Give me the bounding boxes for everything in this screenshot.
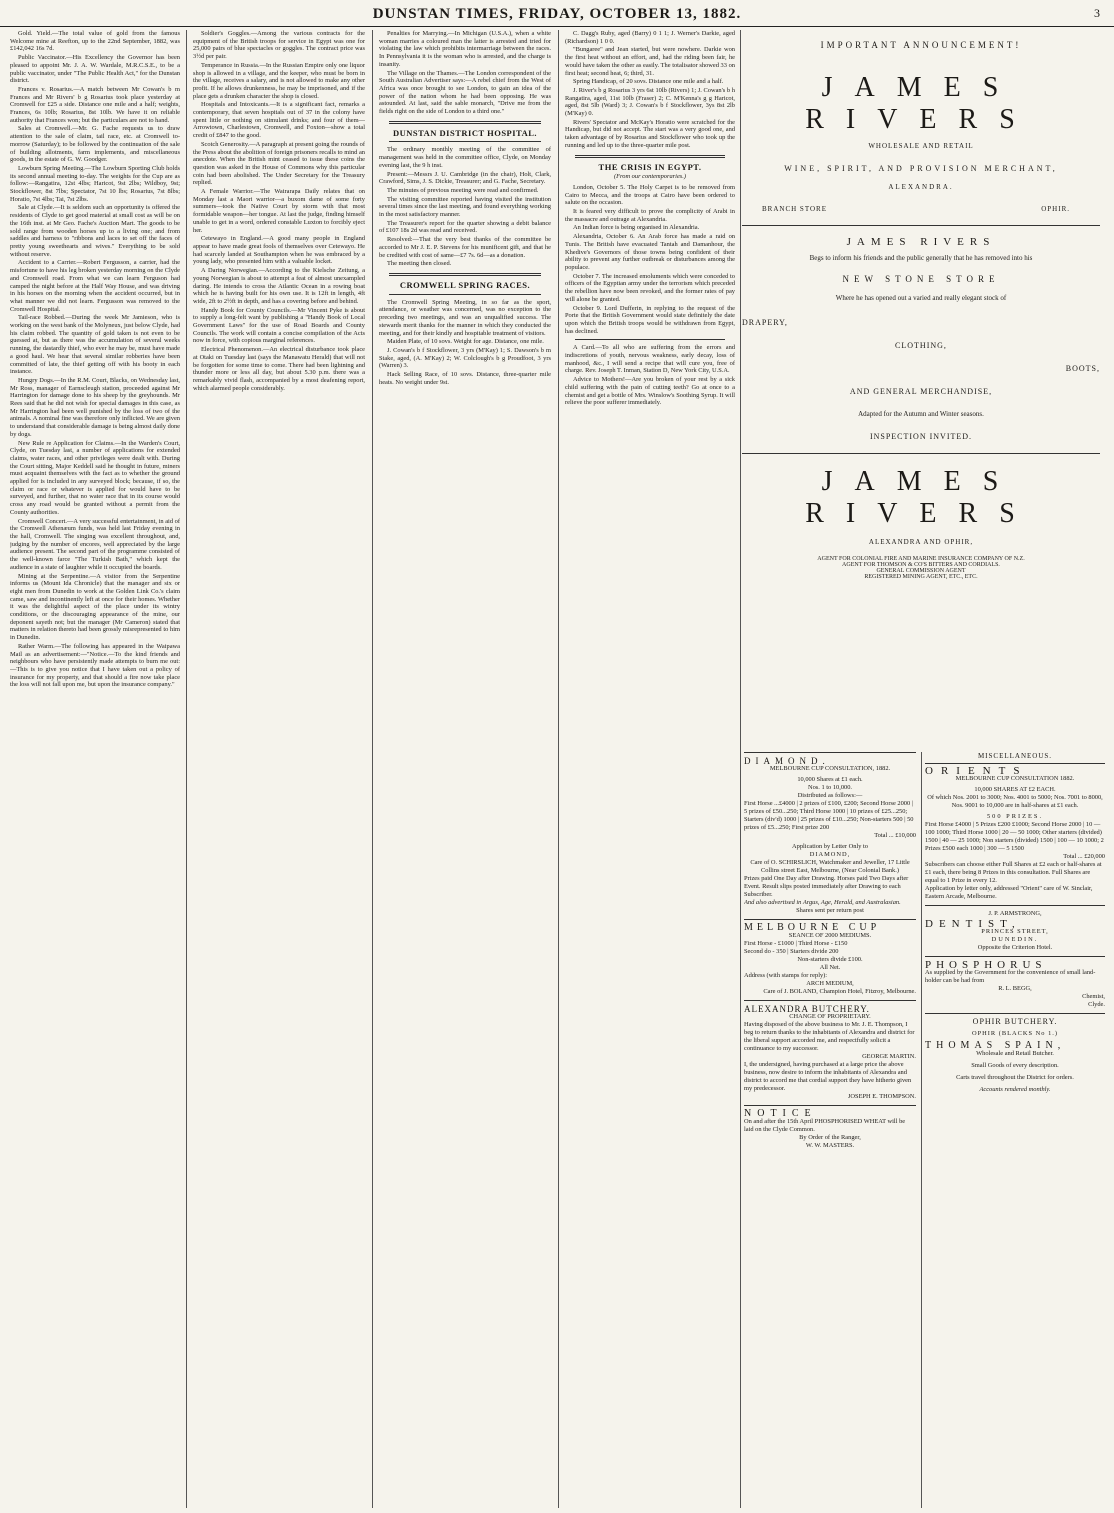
article: The Village on the Thames.—The London correspondent of the South Australian Advertiser says:—A rebel chief from the West of Africa was once brought to see London, to gain an idea of the power of the nation whom he had been opposing. He was astounded. At last, said the sable monarch, "Drive me from the fields right on the side of London to a third one." — [379, 69, 551, 116]
ad-line: ALEXANDRA AND OPHIR, — [868, 538, 974, 546]
ad-title: ALEXANDRA BUTCHERY. — [744, 1004, 870, 1014]
ad-line: INSPECTION INVITED. — [869, 432, 973, 441]
ad-line: First Horse - £1000 | Third Horse - £150 — [744, 940, 848, 947]
ad-line: Care of O. SCHIRSLICH, Watchmaker and Jeweller, 17 Little Collins street East, Melbourne, (Near Colonial Bank.) — [750, 859, 910, 874]
ad-line: SEANCE OF 2000 MEDIUMS. — [788, 932, 872, 939]
ad-line: Total ... £10,000 — [874, 832, 916, 839]
article: Electrical Phenomenon.—An electrical disturbance took place at Otaki on Tuesday last (says the Manawatu Herald) that will not be forgotten for some time to come. There had been lightning and thunder more or less all day, but about 5.30 p.m. there was a remarkably vivid flash, accompanied by a most deafening report, which alarmed people considerably. — [193, 346, 365, 392]
ad-line: CHANGE OF PROPRIETARY. — [789, 1013, 871, 1020]
ad-line: And also advertised in Argus, Age, Herald, and Australasian. — [744, 899, 901, 906]
masthead-title: DUNSTAN TIMES, FRIDAY, OCTOBER 13, 1882. — [372, 6, 742, 22]
branch-store-label: BRANCH STORE — [762, 205, 827, 213]
ad-title: ORIENTS — [925, 765, 1028, 777]
ad-line: Nos. 1 to 10,000. — [807, 784, 853, 791]
ad-line: Opposite the Criterion Hotel. — [977, 944, 1053, 951]
article: J. River's b g Rosarius 3 yrs 6st 10lb (Rivers) 1; J. Cowan's b h Rangatira, aged, 11st 10lb (Fraser) 2; C. M'Kenna's g g Haricot, aged, 8st 5lb (Ward) 3; J. Cowan's b f Stockflower, 3ys 8st 2lb (M'Kay) 0. — [565, 86, 735, 118]
divider — [389, 141, 541, 142]
ads-column-left — [744, 752, 916, 1510]
prize-table: First Horse £4000 | 5 Prizes £200 £1000; Second Horse 2000 | 10 — 100 1000; Third Horse 1000 | 20 — 50 1000; Other starters (divided) 1500 | 40 — 25 1000; Non starters (divided) 1500 | 100 — 10 1000; 2 Prizes £500 each 1000 | 300 — 5 1500 — [925, 821, 1104, 852]
ad-line: By Order of the Ranger, — [799, 1134, 861, 1141]
column-rule — [186, 30, 187, 1508]
article: A Card.—To all who are suffering from the errors and indiscretions of youth, nervous weakness, early decay, loss of manhood, &c., I will send a recipe that will cure you, free of charge. Rev. Joseph T. Inman, Station D, New York City, U.S.A. — [565, 344, 735, 375]
article: Lowburn Spring Meeting.—The Lowburn Sporting Club holds its second annual meeting to-day. The weights for the Cup are as follow:—Rangatira, 12st 4lbs; Haricot, 9st 2lbs; Wildboy, 9st; Stockflower, 8st 7lbs; Spectator, 7st 10 lbs; Rosarius, 7st 8lbs; Horatio, 7st 4lbs; Tai, 7st 2lbs. — [10, 164, 180, 203]
article: A Female Warrior.—The Wairarapa Daily relates that on Monday last a Maori warrior—a buxom dame of some forty summers—took the Native Court by storm with that most formidable weapon—her tongue. At last the judge, finding himself unable to get in a word, ordered constable Luxton to forcibly eject her. — [193, 188, 365, 234]
column-3 — [379, 30, 551, 1510]
ad-line: Application by Letter Only to — [792, 843, 868, 850]
ad-line: 10,000 SHARES AT £2 EACH. — [974, 786, 1056, 793]
ad-line: As supplied by the Government for the convenience of small land-holder can be had from — [925, 969, 1096, 984]
column-rule — [921, 752, 922, 1508]
divider — [389, 294, 541, 295]
ad-title: MELBOURNE CUP — [744, 922, 881, 933]
article: Maiden Plate, of 10 sovs. Weight for age. Distance, one mile. — [387, 338, 544, 346]
divider — [389, 121, 541, 124]
article: October 7. The increased emoluments which were conceded to officers of the Egyptian army under the terrorism which preceded the rebellion have now been revoked, and the former rates of pay will alone be granted. — [565, 272, 735, 303]
ad-line: Chemist, — [1082, 993, 1105, 1000]
article: A Daring Norwegian.—According to the Kielsche Zeitung, a young Norwegian is about to attempt a feat of almost unexampled daring. He intends to cross the Atlantic Ocean in a rowing boat which he is having built for his own use. It is 12ft in length, 4ft wide, 2ft to 2½ft in depth, and has a covering before and behind. — [193, 267, 365, 305]
article: The Cromwell Spring Meeting, in so far as the sport, attendance, or weather was concerned, was no exception to the preceding two meetings, and was an unqualified success. The stewards merit thanks for the manner in which they conducted the meeting, and for their kindly and hospitable treatment of visitors. — [379, 298, 551, 337]
ad-line: On and after the 15th April PHOSPHORISED WHEAT will be laid on the Clyde Common. — [744, 1118, 906, 1133]
ad-line: 500 PRIZES. — [986, 813, 1044, 820]
advertiser-name: JAMES RIVERS — [846, 236, 996, 248]
section-heading: THE CRISIS IN EGYPT. — [598, 161, 702, 172]
article: An Indian force is being organised in Alexandria. — [573, 224, 700, 232]
article: Hungry Dogs.—In the R.M. Court, Blacks, on Wednesday last, Mr Ross, manager of Earnscleugh station, proceeded against Mr Harrington for damage done to his sheep by the greyhounds. Mr Rees said that he did not wish for special damages in this case, as Mr Harrington had been well punished by the loss of two of the animals. A nominal fine was therefore only inflicted. We are given to understand that considerable damage is being almost daily done by dogs. — [10, 376, 180, 438]
ad-line: ARCH MEDIUM, — [806, 980, 854, 987]
article: Cromwell Concert.—A very successful entertainment, in aid of the Cromwell Athenæum funds, was held last Friday evening in the hall, Cromwell. The singing was excellent throughout, and, judging by the number of encores, well appreciated by the large audience present. The second part of the programme consisted of the well-known farce "The Turkish Bath," which kept the audience in a state of laughter while it occupied the boards. — [10, 517, 180, 571]
ad-line: Carts travel throughout the District for orders. — [956, 1074, 1074, 1081]
ad-line: DRAPERY, — [742, 318, 788, 327]
article: J. Cowan's b f Stockflower, 3 yrs (M'Kay) 1; S. Dawson's b m Stake, aged, (A. M'Kay) 2; W. Colclough's b g Proudfoot, 3 yrs (Warren) 3. — [379, 346, 551, 370]
ad-line: MELBOURNE CUP CONSULTATION 1882. — [955, 775, 1075, 782]
ad-line: Prizes paid One Day after Drawing. Horses paid Two Days after Event. Result slips posted immediately after Drawing to each Subscriber. — [744, 875, 909, 898]
ad-line: Distributed as follows:— — [797, 792, 863, 799]
article: "Bungaree" and Jean started, but were nowhere. Darkie won the first heat without an effort, and, had the riding been fair, he would have taken the other as easily. The totalisator showed 33 on first heat; second heat, 6; third, 31. — [565, 46, 735, 77]
divider — [575, 339, 725, 340]
ad-title: THOMAS SPAIN, — [925, 1040, 1066, 1051]
ad-line: Application by letter only, addressed "Orient" care of W. Sinclair, Eastern Arcade, Melbourne. — [925, 885, 1093, 900]
section-heading: MISCELLANEOUS. — [977, 752, 1053, 760]
ad-line: I, the undersigned, having purchased at a large price the above business, now desire to inform the inhabitants of Alexandra and district to accord me that cordial support they have hitherto given my predecessor. — [744, 1061, 912, 1092]
ads-james-rivers — [742, 32, 1100, 752]
ad-line: BOOTS, — [1065, 364, 1100, 373]
section-subheading: (From our contemporaries.) — [613, 173, 686, 181]
divider — [389, 273, 541, 276]
ad-line: W. W. MASTERS. — [805, 1142, 855, 1149]
article: October 9. Lord Dufferin, in replying to the request of the Porte that the British Government would state definitely the date upon which the British troops would be withdrawn from Egypt, has declined. — [565, 304, 735, 335]
page-number: 3 — [1094, 6, 1100, 20]
column-rule — [372, 30, 373, 1508]
ad-line: WINE, SPIRIT, AND PROVISION MERCHANT, — [784, 164, 1058, 173]
divider — [575, 155, 725, 158]
ad-line: JOSEPH E. THOMPSON. — [847, 1093, 916, 1100]
column-1 — [10, 30, 180, 1510]
article: London, October 5. The Holy Carpet is to be removed from Cairo to Mecca, and the troops at Cairo have been ordered to salute on the occasion. — [565, 183, 735, 207]
ad-line: Having disposed of the above business to Mr. J. E. Thompson, I beg to return thanks to the inhabitants of Alexandra and district for the liberal support accorded me, and respectfully solicit a continuance to my successor. — [744, 1021, 915, 1052]
section-heading: CROMWELL SPRING RACES. — [399, 279, 531, 290]
article: Cetewayo in England.—A good many people in England appear to have made great fools of themselves over Cetewayo. He had scarcely landed at Southampton when he was embraced by a young lady, who presented him with a valuable locket. — [193, 235, 365, 266]
ad-line: GENERAL COMMISSION AGENT — [876, 568, 966, 574]
ad-line: Shares sent per return post — [796, 907, 864, 914]
ad-title: PHOSPHORUS — [925, 959, 1047, 971]
ad-line: AGENT FOR COLONIAL FIRE AND MARINE INSURANCE COMPANY OF N.Z. — [817, 556, 1025, 562]
article: Tail-race Robbed.—During the week Mr Jamieson, who is working on the west bank of the Molyneux, just below Clyde, had his claim robbed. The quantity of gold taken is not even to be guessed at, but as there was the accumulation of several weeks running, the dastardly thief, who ever he may be, must have made a good haul. We hear that several similar robberies have been committed of late, the thief getting off with his booty in each instance. — [10, 314, 180, 376]
ad-title: NOTICE — [744, 1108, 817, 1119]
article: Scotch Generosity.—A paragraph at present going the rounds of the Press about the abolition of foreign prisoners recalls to mind an anecdote. When the British mint ceased to issue these coins the question was asked in the House of Commons why this particular coin had been abolished. The Under Secretary for the Treasury replied. — [193, 140, 365, 187]
article: Soldier's Goggles.—Among the various contracts for the equipment of the British troops for service in Egypt was one for 25,000 pairs of blue spectacles or goggles. The contract price was 3½d per pair. — [193, 30, 365, 61]
ad-line: Subscribers can choose either Full Shares at £2 each or half-shares at £1 each, there being 8 Prizes in this consultation. Full Shares are equal to 1 Prize in every 12. — [925, 861, 1102, 884]
article: The minutes of previous meeting were read and confirmed. — [387, 186, 539, 194]
article: Frances v. Rosarius.—A match between Mr Cowan's b m Frances and Mr Rivers' b g Rosarius took place yesterday at Cromwell for £25 a side. Distance one mile and a half; weights, Frances, 6s 10lb; Rosarius, 8st 10lb. We have it on reliable authority that Frances won; but the particulars are not to hand. — [10, 85, 180, 124]
ad-line: Where he has opened out a varied and really elegant stock of — [835, 294, 1007, 302]
advertiser-name: JAMES RIVERS — [805, 72, 1037, 135]
article: Spring Handicap, of 20 sovs. Distance one mile and a half. — [573, 78, 724, 86]
announcement-heading: IMPORTANT ANNOUNCEMENT! — [820, 40, 1022, 50]
article: Handy Book for County Councils.—Mr Vincent Pyke is about to supply a long-felt want by publishing a "Handy Book of Local Government Laws" for the use of Road Boards and County Councils. The work will contain a concise compilation of the Acts now in force, with copious marginal references. — [193, 306, 365, 345]
ad-line: 10,000 Shares at £1 each. — [797, 776, 863, 783]
ad-line: Clyde. — [1088, 1001, 1105, 1008]
article: Rather Warm.—The following has appeared in the Waipawa Mail as an advertisement:—"Notice.—To the kind friends and neighbours who have persistently made attempts to burn me out:—This is to give you notice that I have taken out a policy of insurance for my property, and that should a fire now take place the loss will not fall upon me, but upon the insurance company." — [10, 642, 180, 689]
column-2 — [193, 30, 365, 1510]
article: Rivers' Spectator and McKay's Horatio were scratched for the Handicap, but did not accept. The start was a very good one, and taken advantage of by Rosarius and Stockflower who took up the running and led up to the three-quarter mile post. — [565, 118, 735, 149]
article: The meeting then closed. — [387, 260, 452, 268]
article: The ordinary monthly meeting of the committee of management was held in the committee office, Clyde, on Monday evening last, the 9 h inst. — [379, 146, 551, 169]
article: Gold. Yield.—The total value of gold from the famous Welcome mine at Reefton, up to the 22nd September, 1882, was £142,042 16s 7d. — [10, 30, 180, 53]
ad-line: OPHIR (BLACKS No 1.) — [971, 1030, 1059, 1037]
ad-line: WHOLESALE AND RETAIL — [868, 142, 974, 150]
column-4 — [565, 30, 735, 1510]
article: Mining at the Serpentine.—A visitor from the Serpentine informs us (Mount Ida Chronicle) that the manager and six or eight men from Dunedin to work at the Golden Link Co.'s claim came, saw and incontinently left at once for their homes. Whether it was the delightful aspect of the place under its wintry conditions, or the discouraging appearance of the mine, our deponent sayeth not; but the manager (Mr Cameron) stated that matters in relation thereto had been grossly misrepresented to him in Dunedin. — [10, 572, 180, 642]
ad-line: Adapted for the Autumn and Winter seasons. — [858, 410, 984, 418]
ad-line: Of which Nos. 2001 to 3000; Nos. 4001 to 5000; Nos. 7001 to 8000, Nos. 9001 to 10,000 are in half-shares at £1 each. — [927, 794, 1103, 809]
ad-line: CLOTHING, — [895, 341, 947, 350]
ad-line — [742, 205, 1100, 215]
article: Hack Selling Race, of 10 sovs. Distance, three-quarter mile heats. No weight under 9st. — [379, 371, 551, 386]
ad-line: MELBOURNE CUP CONSULTATION, 1882. — [769, 765, 891, 772]
ad-line: Care of J. BOLAND, Champion Hotel, Fitzroy, Melbourne. — [763, 988, 916, 995]
ads-column-right — [925, 752, 1105, 1510]
section-heading: DUNSTAN DISTRICT HOSPITAL. — [392, 127, 538, 138]
article: Sales at Cromwell.—Mr. G. Fache requests us to draw attention to the sale of claim, tail race, etc. at Cromwell to-morrow (Saturday); to be followed by the continuation of the sale of building allotments, farm implements, and miscellaneous goods, in the estate of G. W. Goodger. — [10, 125, 180, 164]
article: Present:—Messrs J. U. Cambridge (in the chair), Holt, Clark, Crawford, Sims, J. S. Dickie, Treasurer; and G. Fache, Secretary. — [379, 170, 551, 186]
ad-line: GEORGE MARTIN. — [862, 1053, 916, 1060]
ad-line: NEW STONE STORE — [842, 274, 1000, 284]
ad-line: Small Goods of every description. — [971, 1062, 1059, 1069]
ad-line: J. P. ARMSTRONG, — [988, 910, 1042, 917]
ad-line: Total ... £20,000 — [1063, 853, 1105, 860]
ad-title: OPHIR BUTCHERY. — [972, 1017, 1058, 1026]
article: It is feared very difficult to prove the complicity of Arabi in the massacre and outrage at Alexandria. — [565, 208, 735, 223]
article: The visiting committee reported having visited the institution several times since the last meeting, and found everything working in the most satisfactory manner. — [379, 195, 551, 219]
article: Sale at Clyde.—It is seldom such an opportunity is offered the residents of Clyde to get good material at small cost as will be on the 16th inst. at Mr Geo. Fache's Auction Mart. The goods to be sold range from wooden horses up to a living one; and from saddles and harness to "ribbons and laces to set off the faces of pretty young sweethearts and wives." Everything to be sold without reserve. — [10, 204, 180, 258]
column-rule — [740, 30, 741, 1508]
article: Public Vaccinator.—His Excellency the Governor has been pleased to appoint Mr. J. A. W. Wardale, M.R.C.S.E., to be a public vaccinator, under "The Public Health Act," for the Dunstan district. — [10, 54, 180, 85]
article: Resolved:—That the very best thanks of the committee be accorded to Mr J. E. P. Stevens for his munificent gift, and that he be credited with cost of same—£7 7s. 6d—as a donation. — [379, 236, 551, 259]
article: C. Dagg's Ruby, aged (Barry) 0 1 1; J. Werner's Darkie, aged (Richardson) 1 0 0. — [565, 30, 735, 45]
ad-line: AGENT FOR THOMSON & CO'S BITTERS AND CORDIALS. — [842, 562, 1000, 568]
ad-title: DIAMOND. — [744, 756, 830, 766]
article: The Treasurer's report for the quarter showing a debit balance of £107 18s 2d was read and received. — [379, 219, 551, 235]
ad-title: DENTIST, — [925, 918, 1021, 930]
ad-line: AND GENERAL MERCHANDISE, — [849, 387, 993, 396]
ad-line: DUNEDIN. — [991, 936, 1039, 943]
ad-line: Address (with stamps for reply): — [744, 972, 828, 979]
ad-line: Non-starters divide £100. — [797, 956, 863, 963]
advertiser-name: JAMES RIVERS — [805, 466, 1037, 529]
article: Advice to Mothers!—Are you broken of your rest by a sick child suffering with the pain of cutting teeth? Go at once to a chemist and get a bottle of Mrs. Winslow's Soothing Syrup. It will relieve the poor sufferer immediately. — [565, 376, 735, 407]
article: New Rule re Application for Claims.—In the Warden's Court, Clyde, on Tuesday last, a number of applications for extended claims, water races, and other privileges were dealt with. During the Court sitting, Major Keddell said he thought in future, miners must acquaint themselves with the fact as to whether the ground applied for is included in any surveyed block; because, if so, the claim or race or whatever is applied for would have to be surveyed, and further, that no water race that in its course would cross any road would be granted without a permit from the County authorities. — [10, 439, 180, 516]
ad-line: Accounts rendered monthly. — [979, 1086, 1051, 1093]
ad-line: ALEXANDRA. — [888, 183, 954, 191]
ad-line: REGISTERED MINING AGENT, ETC., ETC. — [864, 574, 978, 580]
masthead — [0, 4, 1114, 27]
article: Hospitals and Intoxicants.—It is a significant fact, remarks a contemporary, that seven hospitals out of 37 in the colony have spent little or nothing on stimulant drinks; and four of them—Arrowtown, Charlestown, Cromwell, and Foxton—show a total credit of £847 to the good. — [193, 101, 365, 140]
article: Temperance in Russia.—In the Russian Empire only one liquor shop is allowed in a village, and the keeper, who must be born in the village, receives a salary, and is not allowed to make any other profit. If he allows drunkenness, he may be imprisoned, and if the place gets a drunken character the shop is closed. — [193, 61, 365, 100]
article: Penalties for Marrying.—In Michigan (U.S.A.), when a white woman marries a coloured man the latter is arrested and tried for violating the law which prohibits intermarriage between the races. In Pennsylvania it is the woman who is arrested, and the charge is insanity. — [379, 30, 551, 68]
ad-line: DIAMOND, — [809, 851, 851, 858]
branch-ophir-label: OPHIR. — [1041, 205, 1070, 213]
prize-table: First Horse ...£4000 | 2 prizes of £100, £200; Second Horse 2000 | 5 prizes of £50...250; Third Horse 1000 | 10 prizes of £25...250; Starters (div'd) 1000 | 25 prizes of £10...250; Non-starters 500 | 50 prizes of £5...250; First prize 200 — [744, 800, 914, 831]
ad-line: R. L. BEGG, — [998, 985, 1032, 992]
ad-line: Second do - 350 | Starters divide 200 — [744, 948, 839, 955]
ad-line: PRINCES STREET, — [981, 928, 1049, 935]
ad-line: All Net. — [819, 964, 841, 971]
ad-line: Wholesale and Retail Butcher. — [976, 1050, 1054, 1057]
ad-line: Begs to inform his friends and the public generally that he has removed into his — [809, 254, 1033, 262]
article: Accident to a Carrier.—Robert Fergusson, a carrier, had the misfortune to have his leg broken yesterday morning on the Clyde and Cromwell road. From what we can learn Ferguson had camped the night before at the Half Way House, and was driving in his horses on the morning when the accident occurred, but in what manner we did not learn. Fergusson was removed to the Cromwell Hospital. — [10, 259, 180, 313]
article: Alexandria, October 6. An Arab force has made a raid on Tunis. The British have evacuated Tantah and Damanhour, the Khedive's Governors of those towns being confident of their ability to prevent any further outbreak or disturbances among the populace. — [565, 233, 735, 271]
column-rule — [558, 30, 559, 1508]
